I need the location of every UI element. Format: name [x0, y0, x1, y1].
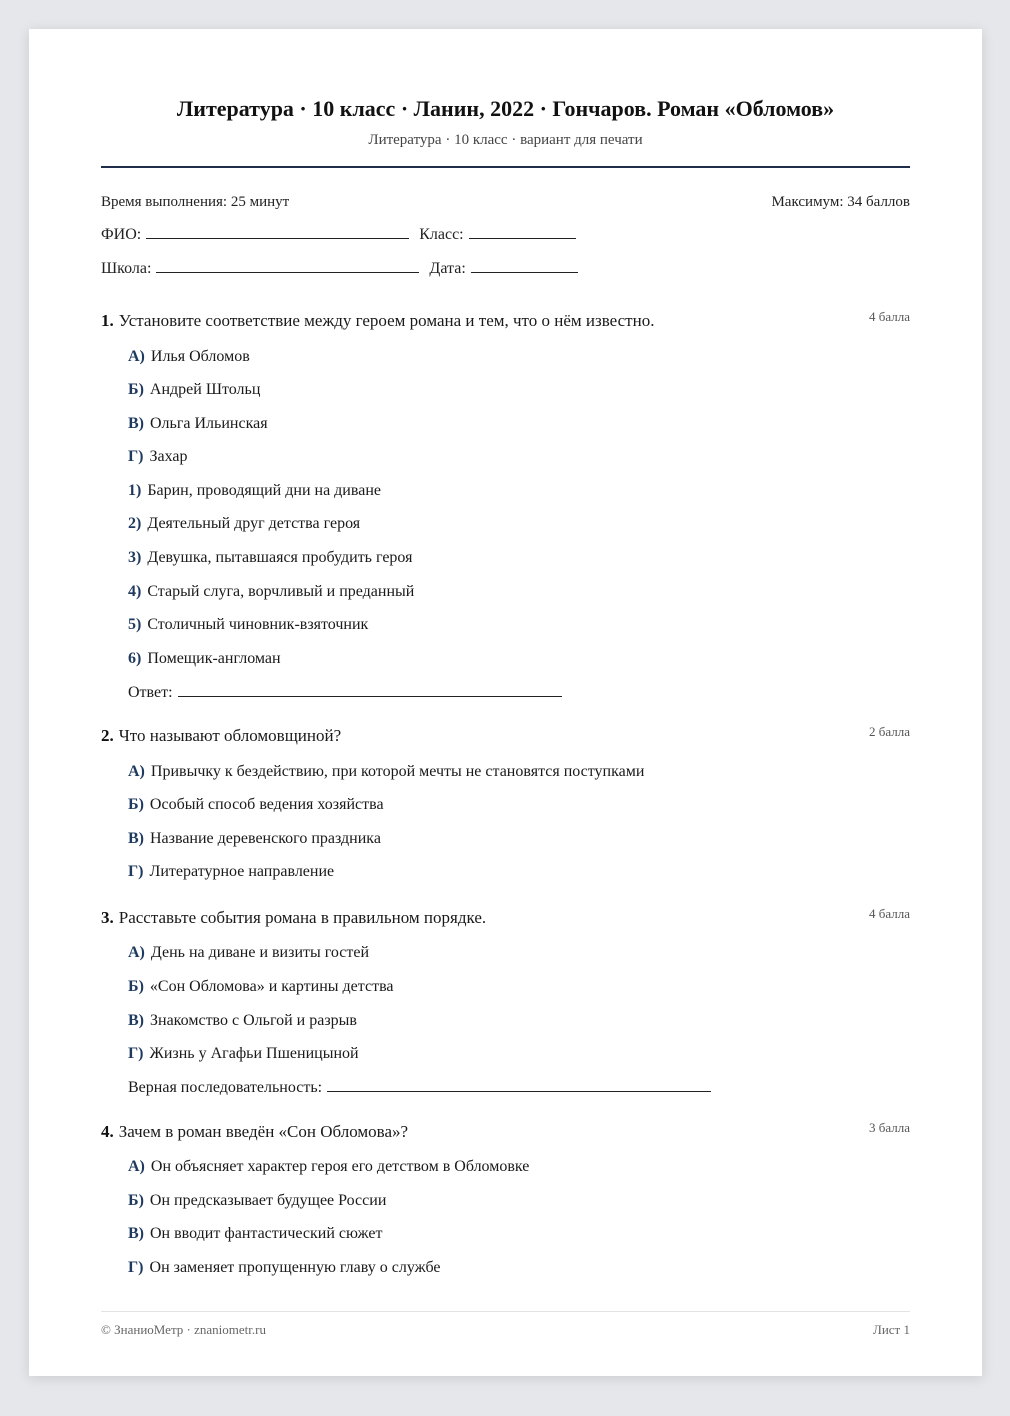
match-2 — [128, 513, 360, 535]
sequence-input-line[interactable] — [327, 1077, 711, 1092]
footer-copyright: © ЗнаниоМетр · znaniometr.ru — [101, 1322, 266, 1337]
question-3-header — [101, 907, 910, 929]
option-label: А) — [128, 348, 145, 365]
question-4 — [101, 1120, 910, 1276]
option-label: В) — [128, 830, 144, 847]
question-2-header — [101, 725, 910, 747]
answer-label: Ответ: — [128, 684, 173, 701]
date-input-line[interactable] — [471, 259, 578, 273]
question-points: 4 балла — [869, 906, 910, 921]
school-date-row — [101, 259, 588, 279]
option-a — [128, 761, 644, 783]
question-number: 1. — [101, 311, 114, 330]
question-text: Расставьте события романа в правильном порядке. — [118, 908, 487, 927]
option-text: Он заменяет пропущенную главу о службе — [149, 1259, 441, 1276]
school-label: Школа: — [101, 260, 152, 277]
option-b — [128, 794, 384, 816]
option-text: Барин, проводящий дни на диване — [147, 482, 381, 499]
option-a — [128, 1156, 529, 1178]
option-label: А) — [128, 763, 145, 780]
option-label: 1) — [128, 482, 142, 499]
option-label: Г) — [128, 1045, 144, 1062]
fio-input-line[interactable] — [146, 225, 409, 239]
question-number: 3. — [101, 908, 114, 927]
option-g — [128, 446, 188, 468]
option-label: Б) — [128, 381, 144, 398]
option-text: Он предсказывает будущее России — [149, 1192, 387, 1209]
option-text: Столичный чиновник-взяточник — [147, 616, 369, 633]
question-text: Что называют обломовщиной? — [118, 726, 342, 745]
option-label: Г) — [128, 448, 144, 465]
page-title: Литература · 10 класс · Ланин, 2022 · Гончаров. Роман «Обломов» — [176, 96, 835, 121]
sequence-answer-row — [128, 1077, 711, 1099]
option-text: Андрей Штольц — [149, 381, 261, 398]
option-label: Б) — [128, 796, 144, 813]
question-points: 4 балла — [869, 309, 910, 324]
question-1 — [101, 309, 910, 701]
question-2 — [101, 724, 910, 880]
match-5 — [128, 614, 368, 636]
option-text: День на диване и визиты гостей — [150, 944, 370, 961]
option-label: В) — [128, 415, 144, 432]
footer-divider — [101, 1311, 910, 1312]
option-b — [128, 379, 260, 401]
option-g — [128, 1043, 359, 1065]
option-label: В) — [128, 1012, 144, 1029]
option-v — [128, 1010, 357, 1032]
question-4-header — [101, 1121, 910, 1143]
option-text: Девушка, пытавшаяся пробудить героя — [147, 549, 413, 566]
question-number: 4. — [101, 1122, 114, 1141]
option-label: А) — [128, 1158, 145, 1175]
option-text: Привычку к бездействию, при которой мечты не становятся поступками — [150, 763, 645, 780]
question-points: 3 балла — [869, 1120, 910, 1135]
option-a — [128, 346, 250, 368]
school-input-line[interactable] — [156, 259, 419, 273]
worksheet-page — [29, 29, 982, 1376]
option-v — [128, 828, 381, 850]
option-text: Помещик-англоман — [147, 650, 281, 667]
option-b — [128, 1190, 386, 1212]
match-3 — [128, 547, 412, 569]
question-number: 2. — [101, 726, 114, 745]
option-text: Жизнь у Агафьи Пшеницыной — [149, 1045, 359, 1062]
option-a — [128, 942, 369, 964]
option-text: Он вводит фантастический сюжет — [150, 1225, 383, 1242]
class-label: Класс: — [419, 226, 464, 243]
question-1-header — [101, 310, 910, 332]
answer-input-line[interactable] — [178, 682, 562, 697]
option-b — [128, 976, 394, 998]
option-v — [128, 1223, 382, 1245]
option-label: Г) — [128, 1259, 144, 1276]
option-text: Название деревенского праздника — [150, 830, 381, 847]
match-6 — [128, 648, 281, 670]
option-label: А) — [128, 944, 145, 961]
option-text: Особый способ ведения хозяйства — [149, 796, 384, 813]
option-label: 6) — [128, 650, 142, 667]
option-text: Илья Обломов — [150, 348, 250, 365]
option-label: Г) — [128, 863, 144, 880]
option-text: Он объясняет характер героя его детством в Обломовке — [150, 1158, 530, 1175]
option-text: Старый слуга, ворчливый и преданный — [147, 583, 415, 600]
time-limit: Время выполнения: 25 минут — [101, 194, 290, 210]
match-1 — [128, 480, 381, 502]
match-4 — [128, 581, 414, 603]
option-label: 3) — [128, 549, 142, 566]
option-v — [128, 413, 268, 435]
option-text: «Сон Обломова» и картины детства — [149, 978, 394, 995]
date-label: Дата: — [429, 260, 466, 277]
option-label: 5) — [128, 616, 142, 633]
option-label: Б) — [128, 1192, 144, 1209]
option-g — [128, 861, 334, 883]
option-text: Знакомство с Ольгой и разрыв — [150, 1012, 357, 1029]
question-points: 2 балла — [869, 724, 910, 739]
footer-page-number: Лист 1 — [873, 1322, 910, 1337]
question-text: Установите соответствие между героем романа и тем, что о нём известно. — [118, 311, 655, 330]
option-g — [128, 1257, 441, 1279]
answer-row — [128, 682, 562, 704]
option-label: В) — [128, 1225, 144, 1242]
fio-label: ФИО: — [101, 226, 142, 243]
header-divider — [101, 166, 910, 168]
name-class-row — [101, 225, 586, 245]
option-label: 4) — [128, 583, 142, 600]
page-subtitle: Литература · 10 класс · вариант для печати — [368, 132, 643, 148]
option-label: 2) — [128, 515, 142, 532]
class-input-line[interactable] — [469, 225, 576, 239]
option-label: Б) — [128, 978, 144, 995]
answer-label: Верная последовательность: — [128, 1079, 323, 1096]
question-3 — [101, 906, 910, 1096]
option-text: Деятельный друг детства героя — [147, 515, 361, 532]
option-text: Захар — [149, 448, 188, 465]
max-score: Максимум: 34 баллов — [771, 194, 910, 210]
question-text: Зачем в роман введён «Сон Обломова»? — [118, 1122, 409, 1141]
option-text: Литературное направление — [149, 863, 335, 880]
option-text: Ольга Ильинская — [150, 415, 268, 432]
